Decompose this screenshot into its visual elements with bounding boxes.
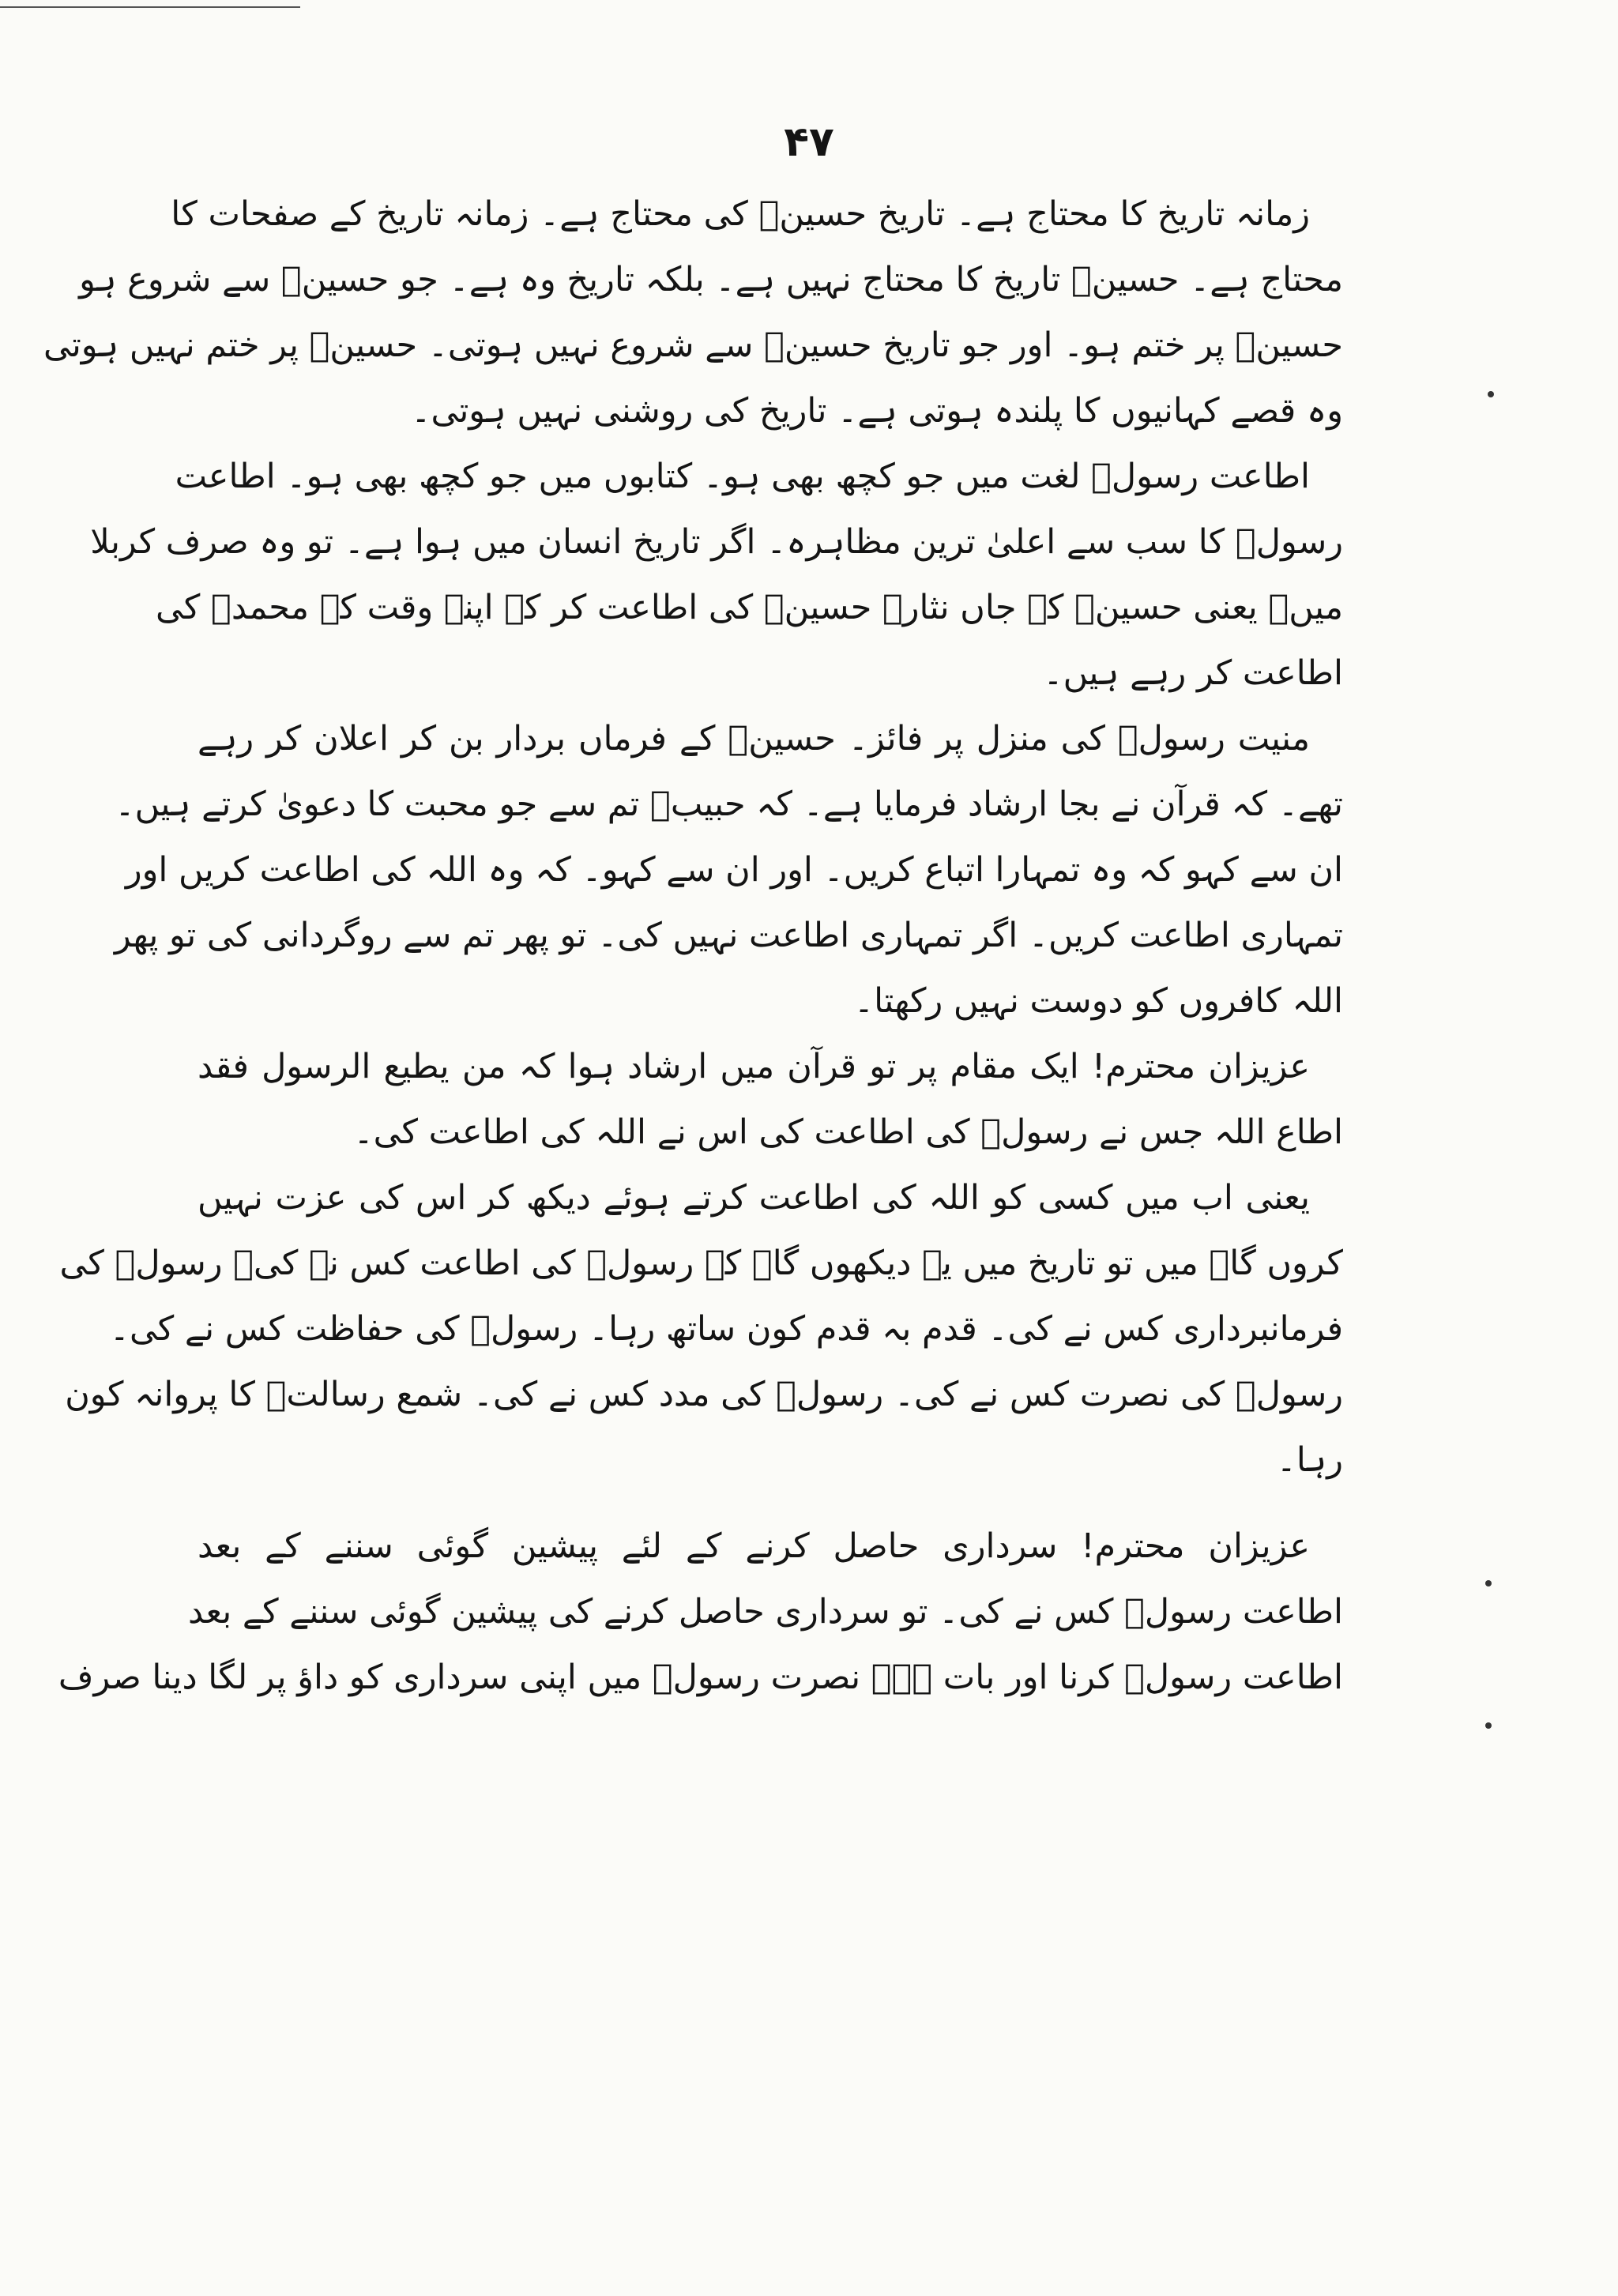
paragraph bbox=[114, 706, 1343, 1034]
paragraph bbox=[90, 444, 1343, 706]
text-line: منیت رسولؐ کی منزل پر فائز۔ حسینؑ کے فرماں بردار بن کر اعلان کر رہے bbox=[198, 719, 1310, 758]
text-line: اللہ کافروں کو دوست نہیں رکھتا۔ bbox=[853, 981, 1343, 1021]
text-line: رسولؐ کی نصرت کس نے کی۔ رسولؐ کی مدد کس نے کی۔ شمع رسالتؐ کا پروانہ کون bbox=[65, 1375, 1343, 1414]
margin-speck bbox=[1485, 1722, 1492, 1729]
scan-edge-mark bbox=[0, 0, 300, 8]
paragraph bbox=[198, 1034, 1343, 1165]
text-line: تھے۔ کہ قرآن نے بجا ارشاد فرمایا ہے۔ کہ حبیبؐ تم سے جو محبت کا دعویٰ کرتے ہیں۔ bbox=[115, 785, 1343, 824]
text-line: عزیزان محترم! ایک مقام پر تو قرآن میں ارشاد ہوا کہ من یطیع الرسول فقد bbox=[198, 1047, 1310, 1086]
text-line: وہ قصے کہانیوں کا پلندہ ہوتی ہے۔ تاریخ کی روشنی نہیں ہوتی۔ bbox=[411, 391, 1343, 431]
text-line: کروں گا۔ میں تو تاریخ میں یہ دیکھوں گا۔ کہ رسولؐ کی اطاعت کس نے کی۔ رسولؐ کی bbox=[59, 1244, 1343, 1283]
margin-speck bbox=[1485, 1580, 1492, 1586]
margin-speck bbox=[1488, 391, 1494, 397]
text-line: میں۔ یعنی حسینؑ کے جاں نثار۔ حسینؑ کی اطاعت کر کے اپنے وقت کے محمدؐ کی bbox=[156, 588, 1343, 627]
page-body bbox=[43, 182, 1343, 1711]
text-line: اطاع اللہ جس نے رسولؐ کی اطاعت کی اس نے اللہ کی اطاعت کی۔ bbox=[353, 1112, 1343, 1152]
text-line: حسینؑ پر ختم ہو۔ اور جو تاریخ حسینؑ سے شروع نہیں ہوتی۔ حسینؑ پر ختم نہیں ہوتی bbox=[43, 326, 1343, 365]
page-number: ۴۷ bbox=[784, 119, 834, 166]
text-line: اطاعت کر رہے ہیں۔ bbox=[1043, 653, 1343, 693]
paragraph bbox=[59, 1165, 1343, 1493]
text-line: اطاعت رسولؐ کس نے کی۔ تو سرداری حاصل کرنے کی پیشین گوئی سننے کے بعد bbox=[187, 1592, 1343, 1632]
text-line: اطاعت رسولؐ لغت میں جو کچھ بھی ہو۔ کتابوں میں جو کچھ بھی ہو۔ اطاعت bbox=[175, 457, 1310, 496]
text-line: محتاج ہے۔ حسینؑ تاریخ کا محتاج نہیں ہے۔ بلکہ تاریخ وہ ہے۔ جو حسینؑ سے شروع ہو bbox=[79, 260, 1343, 299]
text-line: زمانہ تاریخ کا محتاج ہے۔ تاریخ حسینؑ کی محتاج ہے۔ زمانہ تاریخ کے صفحات کا bbox=[171, 194, 1310, 234]
text-line: تمہاری اطاعت کریں۔ اگر تمہاری اطاعت نہیں کی۔ تو پھر تم سے روگردانی کی تو پھر bbox=[114, 916, 1343, 955]
text-line: رہا۔ bbox=[1276, 1440, 1343, 1480]
text-line: رسولؐ کا سب سے اعلیٰ ترین مظاہرہ۔ اگر تاریخ انسان میں ہوا ہے۔ تو وہ صرف کربلا bbox=[90, 522, 1343, 562]
text-line: فرمانبرداری کس نے کی۔ قدم بہ قدم کون ساتھ رہا۔ رسولؐ کی حفاظت کس نے کی۔ bbox=[109, 1309, 1343, 1349]
text-line: عزیزان محترم! سرداری حاصل کرنے کے لئے پیشین گوئی سننے کے بعد bbox=[198, 1526, 1310, 1566]
text-line: ان سے کہو کہ وہ تمہارا اتباع کریں۔ اور ان سے کہو۔ کہ وہ اللہ کی اطاعت کریں اور bbox=[125, 850, 1343, 890]
text-line: اطاعت رسولؐ کرنا اور بات ہے۔ نصرت رسولؐ میں اپنی سرداری کو داؤ پر لگا دینا صرف bbox=[58, 1658, 1343, 1697]
paragraph bbox=[43, 182, 1343, 444]
paragraph bbox=[58, 1514, 1343, 1711]
text-line: یعنی اب میں کسی کو اللہ کی اطاعت کرتے ہوئے دیکھ کر اس کی عزت نہیں bbox=[198, 1178, 1310, 1218]
paragraph-gap bbox=[198, 1493, 1343, 1514]
